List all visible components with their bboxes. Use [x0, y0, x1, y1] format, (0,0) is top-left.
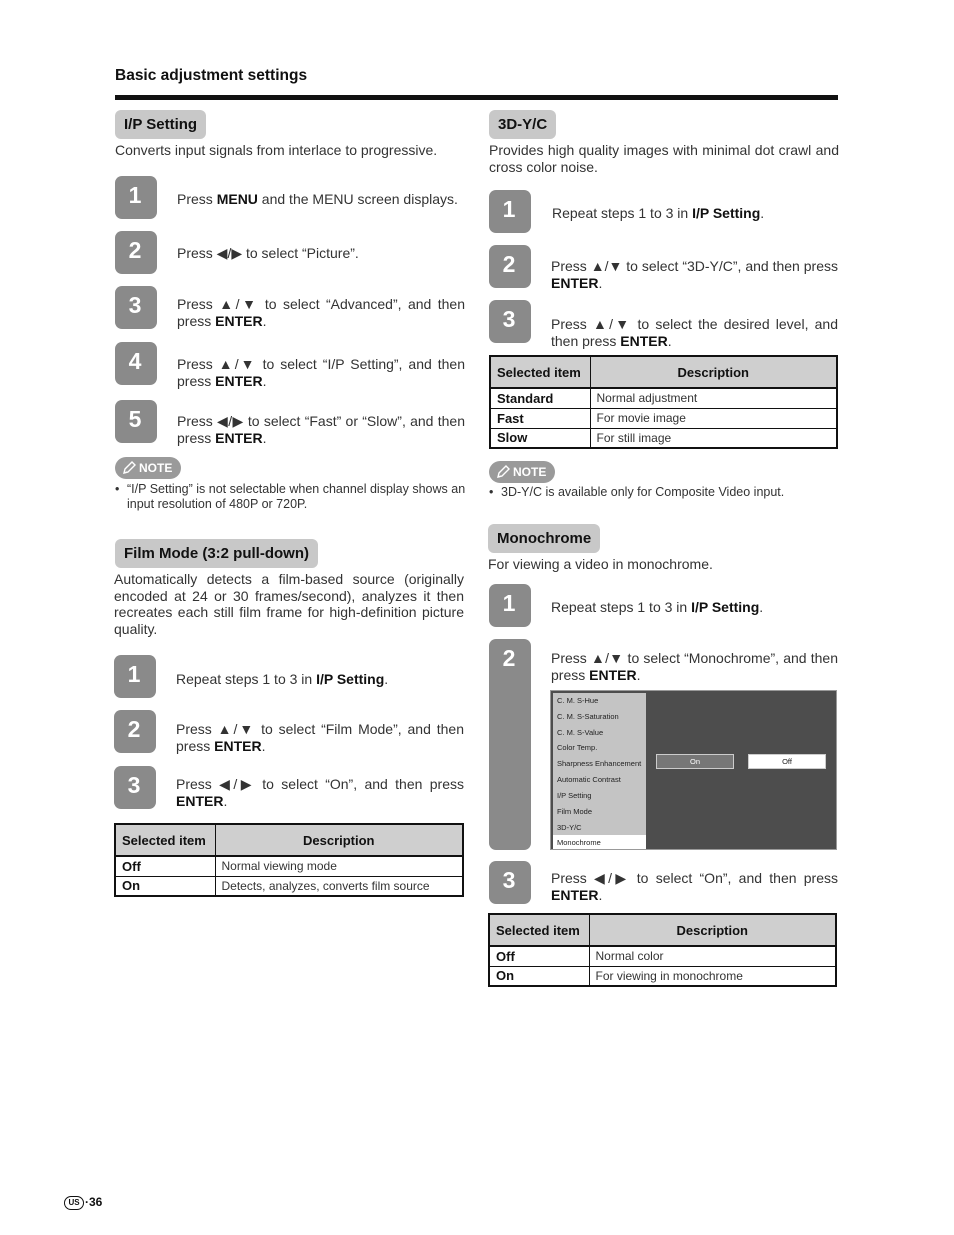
table-cell-item: Off [489, 946, 589, 966]
step-number-badge: 4 [115, 342, 157, 385]
menu-item: Sharpness Enhancement [557, 759, 642, 768]
note-label: NOTE [513, 465, 547, 479]
step-number-badge: 1 [115, 176, 157, 219]
section-title-film-mode: Film Mode (3:2 pull-down) [115, 539, 318, 568]
menu-item: C. M. S-Value [557, 728, 604, 737]
table-cell-description: Normal color [589, 946, 836, 966]
menu-item: I/P Setting [557, 791, 592, 800]
note-label: NOTE [139, 461, 173, 475]
step-instruction: Press ▲/▼ to select “3D-Y/C”, and then press ENTER. [551, 258, 838, 291]
option-off: Off [748, 754, 826, 769]
step-number-badge: 2 [489, 245, 531, 288]
region-logo: US [64, 1196, 84, 1210]
menu-item: Color Temp. [557, 743, 598, 752]
note-item: • 3D-Y/C is available only for Composite Video input. [489, 485, 785, 499]
section-title-3d-yc: 3D-Y/C [489, 110, 556, 139]
film-mode-intro: Automatically detects a film-based source (originally encoded at 24 or 30 frames/second), analyzes it then recreates each still film frame for high-definition picture quality. [114, 571, 464, 637]
table-cell-description: For movie image [590, 408, 837, 428]
column-header: Selected item [490, 356, 590, 388]
page-number: ·36 [85, 1195, 103, 1209]
table-cell-item: Standard [490, 388, 590, 408]
step-instruction: Press MENU and the MENU screen displays. [177, 191, 458, 207]
page-header-title: Basic adjustment settings [115, 67, 308, 84]
bullet: • [115, 482, 120, 496]
menu-item-selected: Monochrome [557, 838, 601, 847]
table-row [115, 856, 463, 876]
column-header: Selected item [115, 824, 215, 856]
table-row [115, 876, 463, 896]
3d-yc-table [489, 355, 838, 449]
option-on: On [656, 754, 734, 769]
menu-list [553, 693, 646, 848]
step-instruction: Press ▲/▼ to select the desired level, and then press ENTER. [551, 316, 838, 349]
step-number-badge: 2 [489, 639, 531, 850]
menu-item: C. M. S-Hue [557, 696, 599, 705]
step-instruction: Press ▲/▼ to select “I/P Setting”, and then press ENTER. [177, 356, 465, 389]
menu-item: C. M. S-Saturation [557, 712, 619, 721]
step-number-badge: 3 [489, 300, 531, 343]
table-cell-item: On [115, 876, 215, 896]
monochrome-intro: For viewing a video in monochrome. [488, 556, 713, 572]
column-header: Description [589, 914, 836, 946]
step-number-badge: 1 [489, 584, 531, 627]
table-header-row [115, 824, 463, 856]
step-number-badge: 5 [115, 400, 157, 443]
step-number-badge: 2 [114, 710, 156, 753]
section-title-ip-setting: I/P Setting [115, 110, 206, 139]
table-header-row [490, 356, 837, 388]
step-instruction: Press ◀/▶ to select “On”, and then press ENTER. [176, 776, 464, 809]
step-instruction: Repeat steps 1 to 3 in I/P Setting. [552, 205, 765, 221]
step-number-badge: 3 [115, 286, 157, 329]
table-row [490, 408, 837, 428]
step-instruction: Press ◀/▶ to select “Fast” or “Slow”, and then press ENTER. [177, 413, 465, 446]
page-footer [64, 1195, 102, 1210]
step-number-badge: 3 [114, 766, 156, 809]
table-cell-description: Normal viewing mode [215, 856, 463, 876]
table-row [489, 966, 836, 986]
monochrome-table [488, 913, 837, 987]
header-divider [115, 95, 838, 100]
menu-item: 3D-Y/C [557, 823, 582, 832]
step-number-badge: 3 [489, 861, 531, 904]
table-row [490, 388, 837, 408]
menu-item: Film Mode [557, 807, 593, 816]
step-instruction: Repeat steps 1 to 3 in I/P Setting. [551, 599, 764, 615]
table-cell-description: Detects, analyzes, converts film source [215, 876, 463, 896]
3d-yc-intro: Provides high quality images with minimal dot crawl and cross color noise. [489, 142, 839, 175]
step-instruction: Press ◀/▶ to select “On”, and then press ENTER. [551, 870, 838, 903]
column-header: Description [215, 824, 463, 856]
column-header: Description [590, 356, 837, 388]
note-badge [489, 461, 555, 483]
section-title-monochrome: Monochrome [488, 524, 600, 553]
table-cell-description: For still image [590, 428, 837, 448]
column-header: Selected item [489, 914, 589, 946]
note-badge [115, 457, 181, 479]
table-row [489, 946, 836, 966]
table-cell-item: Off [115, 856, 215, 876]
step-instruction: Press ◀/▶ to select “Picture”. [177, 245, 359, 261]
step-instruction: Press ▲/▼ to select “Film Mode”, and then press ENTER. [176, 721, 464, 754]
menu-screen-illustration [550, 690, 837, 850]
table-header-row [489, 914, 836, 946]
step-instruction: Repeat steps 1 to 3 in I/P Setting. [176, 671, 389, 687]
table-cell-item: Slow [490, 428, 590, 448]
ip-setting-intro: Converts input signals from interlace to progressive. [115, 142, 438, 158]
step-instruction: Press ▲/▼ to select “Monochrome”, and then press ENTER. [551, 650, 838, 683]
note-item: • “I/P Setting” is not selectable when channel display shows an input resolution of 480P or 720P. [115, 482, 466, 511]
film-mode-table [114, 823, 464, 897]
pencil-icon [121, 460, 137, 476]
table-cell-item: On [489, 966, 589, 986]
menu-item: Automatic Contrast [557, 775, 621, 784]
table-row [490, 428, 837, 448]
step-number-badge: 1 [114, 655, 156, 698]
step-number-badge: 2 [115, 231, 157, 274]
pencil-icon [495, 464, 511, 480]
step-instruction: Press ▲/▼ to select “Advanced”, and then press ENTER. [177, 296, 465, 329]
step-number-badge: 1 [489, 190, 531, 233]
table-cell-description: Normal adjustment [590, 388, 837, 408]
table-cell-description: For viewing in monochrome [589, 966, 836, 986]
table-cell-item: Fast [490, 408, 590, 428]
bullet: • [489, 485, 494, 499]
